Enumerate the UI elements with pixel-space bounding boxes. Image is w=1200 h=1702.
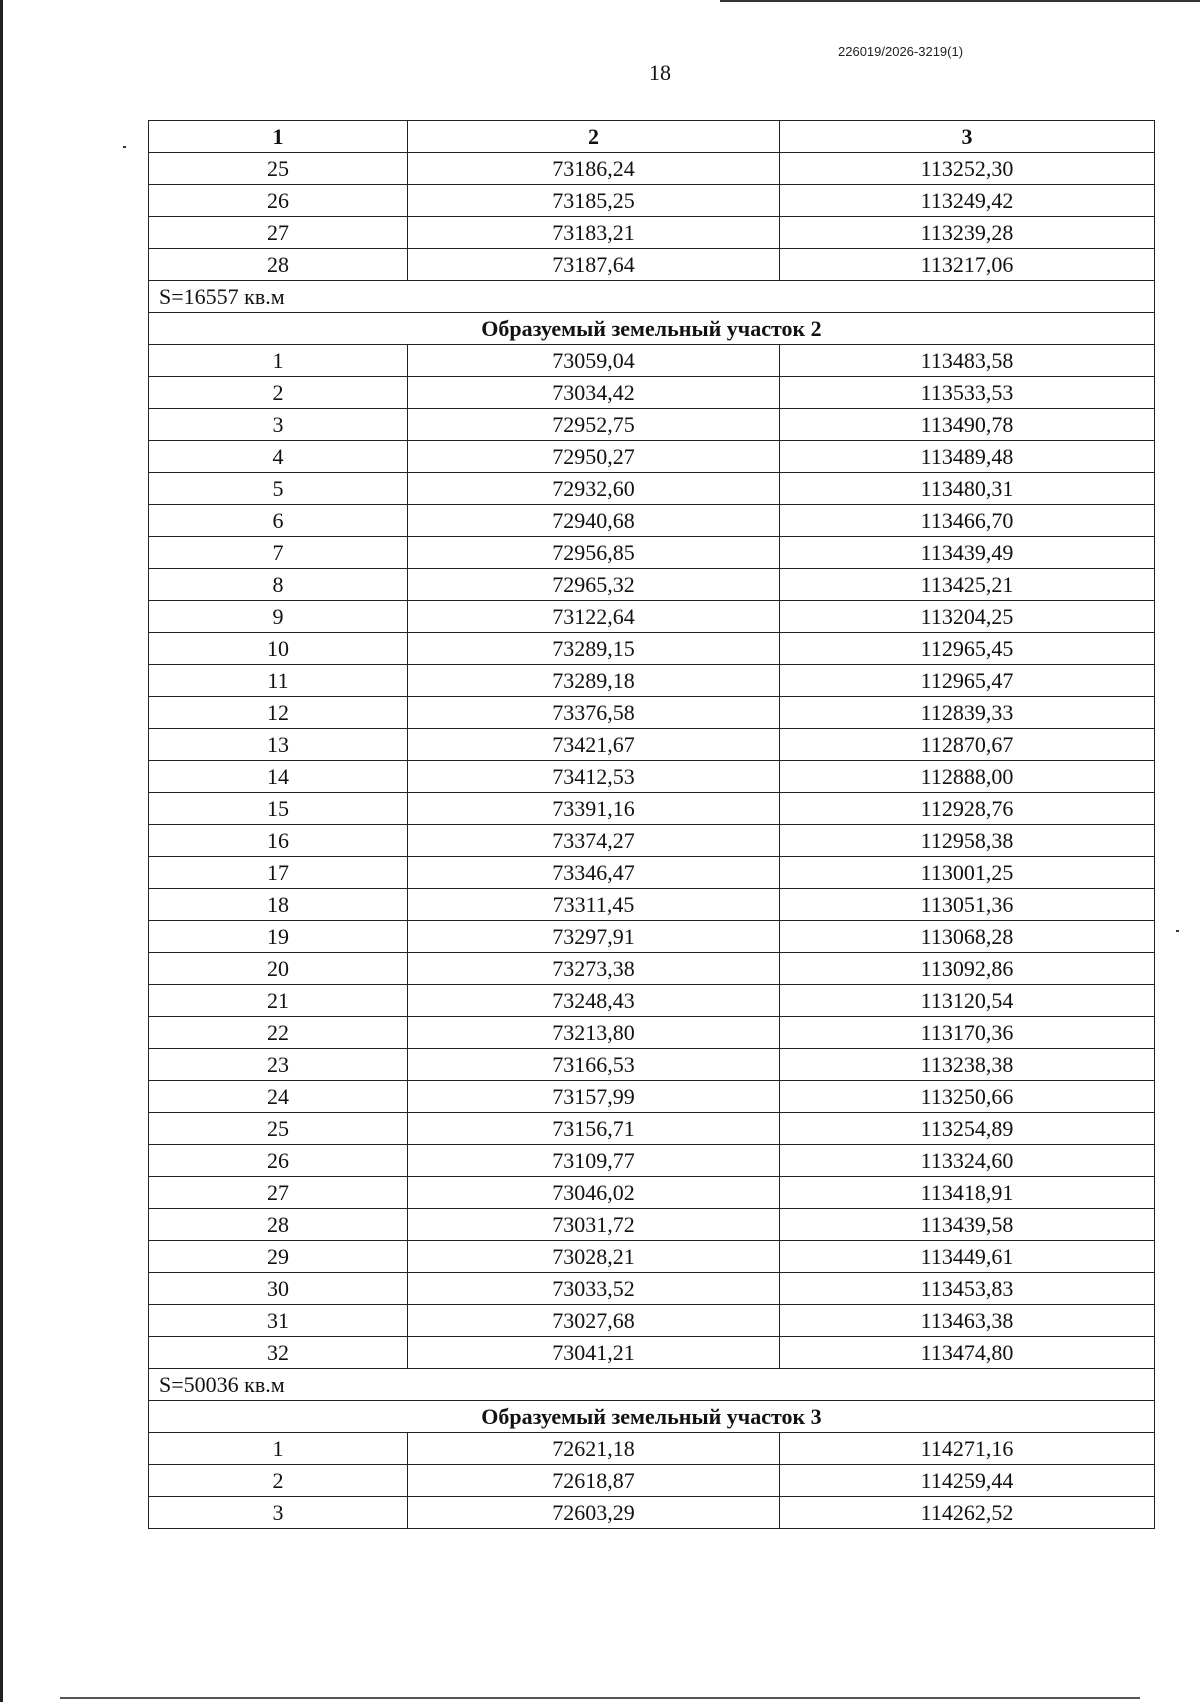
scan-edge-bottom [60,1697,1140,1699]
y-coordinate-cell: 113239,28 [780,217,1155,249]
column-header-2: 2 [408,121,780,153]
point-number-cell: 31 [149,1305,408,1337]
scan-edge-left [0,0,3,1702]
y-coordinate-cell: 113204,25 [780,601,1155,633]
table-row [149,441,1155,473]
table-row [149,729,1155,761]
y-coordinate-cell: 113483,58 [780,345,1155,377]
point-number-cell: 26 [149,185,408,217]
point-number-cell: 17 [149,857,408,889]
table-row [149,249,1155,281]
x-coordinate-cell: 73059,04 [408,345,780,377]
point-number-cell: 30 [149,1273,408,1305]
table-row [149,1305,1155,1337]
y-coordinate-cell: 113463,38 [780,1305,1155,1337]
y-coordinate-cell: 113249,42 [780,185,1155,217]
y-coordinate-cell: 113217,06 [780,249,1155,281]
point-number-cell: 5 [149,473,408,505]
coordinates-table-body [149,121,1155,1529]
point-number-cell: 22 [149,1017,408,1049]
table-row [149,505,1155,537]
x-coordinate-cell: 73033,52 [408,1273,780,1305]
table-row [149,1465,1155,1497]
point-number-cell: 28 [149,249,408,281]
x-coordinate-cell: 73289,18 [408,665,780,697]
table-row [149,185,1155,217]
x-coordinate-cell: 73374,27 [408,825,780,857]
point-number-cell: 4 [149,441,408,473]
table-row [149,1497,1155,1529]
y-coordinate-cell: 113170,36 [780,1017,1155,1049]
x-coordinate-cell: 73289,15 [408,633,780,665]
point-number-cell: 1 [149,1433,408,1465]
y-coordinate-cell: 112965,47 [780,665,1155,697]
x-coordinate-cell: 73183,21 [408,217,780,249]
table-row [149,1081,1155,1113]
x-coordinate-cell: 72621,18 [408,1433,780,1465]
table-row [149,985,1155,1017]
table-row [149,953,1155,985]
section-title-row [149,313,1155,345]
point-number-cell: 21 [149,985,408,1017]
x-coordinate-cell: 73412,53 [408,761,780,793]
point-number-cell: 2 [149,377,408,409]
point-number-cell: 18 [149,889,408,921]
table-row [149,697,1155,729]
point-number-cell: 27 [149,1177,408,1209]
point-number-cell: 12 [149,697,408,729]
point-number-cell: 20 [149,953,408,985]
table-row [149,409,1155,441]
table-row [149,1241,1155,1273]
x-coordinate-cell: 73376,58 [408,697,780,729]
y-coordinate-cell: 112965,45 [780,633,1155,665]
point-number-cell: 15 [149,793,408,825]
x-coordinate-cell: 73185,25 [408,185,780,217]
point-number-cell: 25 [149,1113,408,1145]
x-coordinate-cell: 73157,99 [408,1081,780,1113]
column-header-3: 3 [780,121,1155,153]
x-coordinate-cell: 73346,47 [408,857,780,889]
table-row [149,1145,1155,1177]
point-number-cell: 8 [149,569,408,601]
y-coordinate-cell: 113092,86 [780,953,1155,985]
y-coordinate-cell: 113489,48 [780,441,1155,473]
point-number-cell: 7 [149,537,408,569]
x-coordinate-cell: 73034,42 [408,377,780,409]
y-coordinate-cell: 113453,83 [780,1273,1155,1305]
point-number-cell: 2 [149,1465,408,1497]
x-coordinate-cell: 72603,29 [408,1497,780,1529]
section-title-row [149,1401,1155,1433]
table-row [149,665,1155,697]
x-coordinate-cell: 73186,24 [408,153,780,185]
x-coordinate-cell: 73041,21 [408,1337,780,1369]
table-row [149,1273,1155,1305]
x-coordinate-cell: 73028,21 [408,1241,780,1273]
y-coordinate-cell: 113068,28 [780,921,1155,953]
y-coordinate-cell: 113425,21 [780,569,1155,601]
x-coordinate-cell: 73031,72 [408,1209,780,1241]
y-coordinate-cell: 112888,00 [780,761,1155,793]
y-coordinate-cell: 113250,66 [780,1081,1155,1113]
y-coordinate-cell: 113001,25 [780,857,1155,889]
x-coordinate-cell: 73156,71 [408,1113,780,1145]
y-coordinate-cell: 113238,38 [780,1049,1155,1081]
table-row [149,1209,1155,1241]
table-row [149,569,1155,601]
y-coordinate-cell: 113439,58 [780,1209,1155,1241]
point-number-cell: 27 [149,217,408,249]
point-number-cell: 16 [149,825,408,857]
table-row [149,217,1155,249]
point-number-cell: 25 [149,153,408,185]
y-coordinate-cell: 113252,30 [780,153,1155,185]
table-row [149,345,1155,377]
point-number-cell: 26 [149,1145,408,1177]
y-coordinate-cell: 113051,36 [780,889,1155,921]
area-value: S=16557 кв.м [149,281,1155,313]
scan-speck [1176,930,1179,932]
table-row [149,1113,1155,1145]
y-coordinate-cell: 112870,67 [780,729,1155,761]
y-coordinate-cell: 114262,52 [780,1497,1155,1529]
x-coordinate-cell: 72956,85 [408,537,780,569]
x-coordinate-cell: 73122,64 [408,601,780,633]
point-number-cell: 24 [149,1081,408,1113]
x-coordinate-cell: 72618,87 [408,1465,780,1497]
x-coordinate-cell: 73027,68 [408,1305,780,1337]
table-row [149,857,1155,889]
x-coordinate-cell: 72950,27 [408,441,780,473]
y-coordinate-cell: 113120,54 [780,985,1155,1017]
y-coordinate-cell: 113254,89 [780,1113,1155,1145]
table-row [149,537,1155,569]
table-row [149,1337,1155,1369]
y-coordinate-cell: 113480,31 [780,473,1155,505]
x-coordinate-cell: 73248,43 [408,985,780,1017]
y-coordinate-cell: 112839,33 [780,697,1155,729]
point-number-cell: 29 [149,1241,408,1273]
point-number-cell: 9 [149,601,408,633]
column-header-1: 1 [149,121,408,153]
y-coordinate-cell: 112928,76 [780,793,1155,825]
point-number-cell: 14 [149,761,408,793]
y-coordinate-cell: 113439,49 [780,537,1155,569]
point-number-cell: 3 [149,1497,408,1529]
point-number-cell: 1 [149,345,408,377]
table-row [149,761,1155,793]
table-row [149,473,1155,505]
x-coordinate-cell: 73109,77 [408,1145,780,1177]
coordinates-table [148,120,1155,1529]
x-coordinate-cell: 72952,75 [408,409,780,441]
table-row [149,377,1155,409]
table-header-row [149,121,1155,153]
x-coordinate-cell: 72932,60 [408,473,780,505]
x-coordinate-cell: 73297,91 [408,921,780,953]
area-row [149,281,1155,313]
page-number: 18 [649,60,671,85]
table-row [149,153,1155,185]
y-coordinate-cell: 113466,70 [780,505,1155,537]
x-coordinate-cell: 72940,68 [408,505,780,537]
y-coordinate-cell: 113474,80 [780,1337,1155,1369]
point-number-cell: 28 [149,1209,408,1241]
y-coordinate-cell: 114271,16 [780,1433,1155,1465]
y-coordinate-cell: 112958,38 [780,825,1155,857]
y-coordinate-cell: 113533,53 [780,377,1155,409]
table-row [149,1017,1155,1049]
point-number-cell: 11 [149,665,408,697]
point-number-cell: 6 [149,505,408,537]
x-coordinate-cell: 73311,45 [408,889,780,921]
y-coordinate-cell: 113324,60 [780,1145,1155,1177]
point-number-cell: 13 [149,729,408,761]
table-row [149,825,1155,857]
point-number-cell: 3 [149,409,408,441]
y-coordinate-cell: 113418,91 [780,1177,1155,1209]
x-coordinate-cell: 73166,53 [408,1049,780,1081]
point-number-cell: 19 [149,921,408,953]
table-row [149,1433,1155,1465]
area-row [149,1369,1155,1401]
area-value: S=50036 кв.м [149,1369,1155,1401]
x-coordinate-cell: 73421,67 [408,729,780,761]
section-title: Образуемый земельный участок 2 [149,313,1155,345]
x-coordinate-cell: 73187,64 [408,249,780,281]
scan-speck [123,146,126,148]
point-number-cell: 10 [149,633,408,665]
point-number-cell: 32 [149,1337,408,1369]
y-coordinate-cell: 114259,44 [780,1465,1155,1497]
section-title: Образуемый земельный участок 3 [149,1401,1155,1433]
table-row [149,921,1155,953]
y-coordinate-cell: 113449,61 [780,1241,1155,1273]
table-row [149,601,1155,633]
point-number-cell: 23 [149,1049,408,1081]
table-row [149,1177,1155,1209]
table-row [149,793,1155,825]
x-coordinate-cell: 73273,38 [408,953,780,985]
table-row [149,633,1155,665]
scan-edge-top [720,0,1200,2]
x-coordinate-cell: 73213,80 [408,1017,780,1049]
table-row [149,889,1155,921]
x-coordinate-cell: 73046,02 [408,1177,780,1209]
x-coordinate-cell: 73391,16 [408,793,780,825]
x-coordinate-cell: 72965,32 [408,569,780,601]
document-id: 226019/2026-3219(1) [838,44,964,59]
y-coordinate-cell: 113490,78 [780,409,1155,441]
table-row [149,1049,1155,1081]
